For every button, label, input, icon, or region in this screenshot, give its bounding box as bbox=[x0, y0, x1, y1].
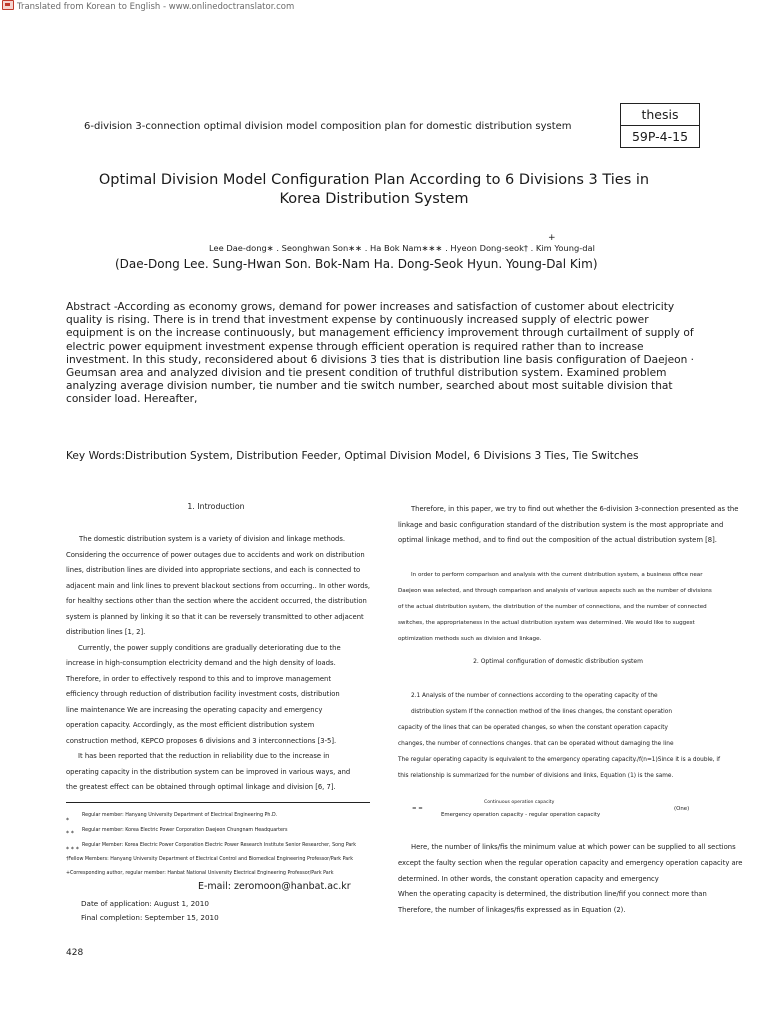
footnote-mark: * * bbox=[66, 830, 74, 837]
intro-line: the greatest effect can be obtained through optimal linkage and division [6, 7]. bbox=[66, 783, 336, 791]
corresponding-dagger: + bbox=[548, 233, 556, 243]
footnote-mark: * bbox=[66, 817, 69, 824]
right-line: linkage and basic configuration standard of the distribution system is the most appropriate and bbox=[398, 520, 724, 529]
right-line: of the actual distribution system, the distribution of the number of connections, and the number of connected bbox=[398, 603, 707, 610]
footnote-text: Regular member: Korea Electric Power Corporation Daejeon Chungnam Headquarters bbox=[82, 828, 288, 833]
right-line: capacity of the lines that can be operated changes, so when the constant operation capacity bbox=[398, 725, 668, 731]
footnote-mark: * * * bbox=[66, 846, 79, 853]
keywords: Key Words:Distribution System, Distribution Feeder, Optimal Division Model, 6 Divisions 3 Ties, Tie Switches bbox=[66, 450, 639, 462]
translator-logo-icon bbox=[2, 0, 14, 10]
intro-line: increase in high-consumption electricity demand and the high density of loads. bbox=[66, 659, 336, 667]
footnote bbox=[66, 836, 79, 855]
right-para-1 bbox=[398, 502, 739, 549]
intro-line: for healthy sections other than the section where the accident occurred, the distribution bbox=[66, 597, 367, 605]
footnote-text: +Corresponding author, regular member: Hanbat National University Electrical Engineering Professor/Park Park bbox=[66, 871, 334, 876]
right-column bbox=[398, 502, 739, 647]
intro-line: lines, distribution lines are divided into appropriate sections, and each is connected to bbox=[66, 566, 361, 574]
intro-line: line maintenance We are increasing the operating capacity and emergency bbox=[66, 705, 323, 714]
right-line: determined. In other words, the constant operation capacity and emergency bbox=[398, 874, 659, 883]
intro-line: adjacent main and link lines to prevent blackout sections from occurring.. In other words, bbox=[66, 581, 371, 590]
right-line: optimal linkage method, and to find out the composition of the actual distribution system [8]. bbox=[398, 536, 717, 544]
application-date: Date of application: August 1, 2010 bbox=[81, 899, 209, 908]
intro-line: system is planned by linking it so that it can be reversely transmitted to other adjacent bbox=[66, 612, 364, 621]
right-line: optimization methods such as division and linkage. bbox=[398, 635, 542, 642]
contact-email[interactable]: E-mail: zeromoon@hanbat.ac.kr bbox=[198, 881, 351, 892]
footnote-text: Regular member: Hanyang University Department of Electrical Engineering Ph.D. bbox=[82, 813, 278, 818]
right-line: distribution system If the connection method of the lines changes, the constant operation bbox=[411, 709, 673, 715]
right-line: Daejeon was selected, and through comparison and analysis of various aspects such as the number of divisions bbox=[398, 587, 712, 594]
intro-line: Therefore, in order to effectively respond to this and to improve management bbox=[66, 674, 332, 683]
intro-line: operating capacity in the distribution system can be improved in various ways, and bbox=[66, 767, 351, 776]
right-para-2 bbox=[398, 567, 712, 647]
equation-lhs: = = bbox=[412, 806, 423, 812]
authors-small: Lee Dae-dong∗ . Seonghwan Son∗∗ . Ha Bok Nam∗∗∗ . Hyeon Dong-seok† . Kim Young-dal bbox=[209, 243, 595, 253]
page-number: 428 bbox=[66, 948, 84, 958]
equation-numerator: Continuous operation capacity bbox=[484, 800, 555, 805]
intro-line: It has been reported that the reduction in reliability due to the increase in bbox=[78, 752, 330, 760]
completion-date: Final completion: September 15, 2010 bbox=[81, 913, 219, 922]
section-heading-2: 2. Optimal configuration of domestic distribution system bbox=[473, 658, 643, 665]
intro-line: Considering the occurrence of power outages due to accidents and work on distribution bbox=[66, 550, 365, 559]
abstract: Abstract -According as economy grows, demand for power increases and satisfaction of customer about electricity quality is rising. There is in trend that investment expense by continuously increased supply of electric power equipment is on the increase continuously, but management efficiency improvement through curtailment of supply of electric power equipment investment expense through efficient operation is required rather than to increase investment. In this study, reconsidered about 6 divisions 3 ties that is distribution line basis configuration of Daejeon · Geumsan area and analyzed division and tie present condition of truthful distribution system. Examined problem analyzing average division number, tie number and tie switch number, searched about most suitable division that consider load. Hereafter, bbox=[66, 301, 695, 406]
right-para-4 bbox=[398, 840, 743, 919]
korean-title: 6-division 3-connection optimal division model composition plan for domestic distribution system bbox=[84, 121, 572, 132]
right-line: 2.1 Analysis of the number of connections according to the operating capacity of the bbox=[411, 693, 658, 699]
intro-line: distribution lines [1, 2]. bbox=[66, 628, 146, 636]
right-line: this relationship is summarized for the number of divisions and links, Equation (1) is the same. bbox=[398, 773, 674, 779]
english-title: Optimal Division Model Configuration Plan According to 6 Divisions 3 Ties in Korea Distribution System bbox=[98, 172, 650, 207]
footnote-text: Regular Member: Korea Electric Power Corporation Electric Power Research Institute Senior Researcher, Song Park bbox=[82, 843, 357, 848]
equation-number: (One) bbox=[674, 806, 690, 812]
right-line: Here, the number of links/fis the minimum value at which power can be supplied to all sections bbox=[411, 843, 736, 851]
intro-body bbox=[66, 532, 371, 796]
thesis-box bbox=[620, 103, 700, 148]
intro-line: construction method, KEPCO proposes 6 divisions and 3 interconnections [3-5]. bbox=[66, 736, 337, 745]
intro-line: operation capacity. Accordingly, as the most efficient distribution system bbox=[66, 721, 315, 729]
footnote-text: †Fellow Members: Hanyang University Department of Electrical Control and Biomedical Engineering Professor/Park Park bbox=[66, 857, 353, 862]
right-line: Therefore, the number of linkages/fis expressed as in Equation (2). bbox=[398, 906, 626, 915]
equation-denominator: Emergency operation capacity - regular operation capacity bbox=[441, 812, 601, 818]
right-line: The regular operating capacity is equivalent to the emergency operating capacity./f(n=1)Since it is a double, if bbox=[398, 757, 721, 763]
intro-line: The domestic distribution system is a variety of division and linkage methods. bbox=[79, 535, 346, 543]
translator-banner[interactable] bbox=[2, 0, 294, 12]
right-line: Therefore, in this paper, we try to find out whether the 6-division 3-connection presented as the bbox=[411, 505, 739, 513]
thesis-code: 59P-4-15 bbox=[621, 125, 699, 147]
right-line: except the faulty section when the regular operation capacity and emergency operation capacity are bbox=[398, 858, 743, 867]
thesis-label: thesis bbox=[641, 107, 679, 122]
right-para-3 bbox=[398, 688, 721, 784]
right-line: In order to perform comparison and analysis with the current distribution system, a business office near bbox=[411, 571, 703, 578]
intro-line: Currently, the power supply conditions are gradually deteriorating due to the bbox=[78, 643, 341, 652]
footnote-divider bbox=[66, 802, 370, 803]
section-heading-introduction: 1. Introduction bbox=[187, 502, 245, 511]
authors-english: (Dae-Dong Lee. Sung-Hwan Son. Bok-Nam Ha. Dong-Seok Hyun. Young-Dal Kim) bbox=[115, 257, 598, 271]
right-line: When the operating capacity is determined, the distribution line/fif you connect more than bbox=[398, 890, 707, 899]
right-line: changes, the number of connections changes. that can be operated without damaging the line bbox=[398, 741, 674, 747]
intro-line: efficiency through reduction of distribution facility investment costs, distribution bbox=[66, 690, 340, 698]
right-line: switches, the appropriateness in the actual distribution system was determined. We would like to suggest bbox=[398, 619, 695, 626]
banner-text: Translated from Korean to English - www.onlinedoctranslator.com bbox=[17, 2, 295, 12]
left-column bbox=[66, 502, 371, 796]
